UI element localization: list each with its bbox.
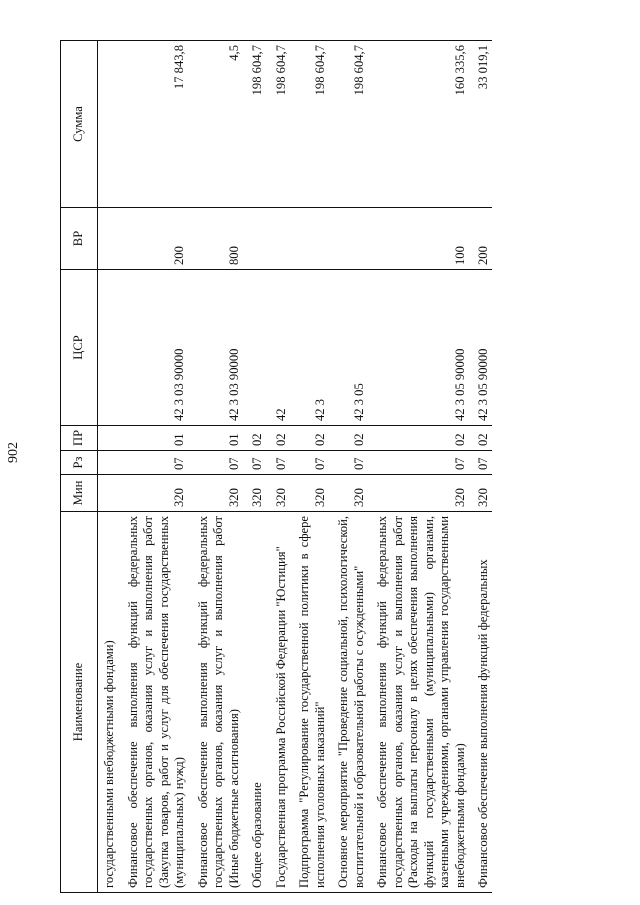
row-min: 320 [270,475,294,512]
table-row [270,41,294,893]
row-pr: 01 [122,426,192,451]
row-name: Финансовое обеспечение выполнения функций федеральных государственных органов, оказания услуг и выполнения работ (Иные бюджетные ассигнования) [192,512,247,893]
row-rz: 07 [371,451,472,475]
row-vr [246,208,270,270]
budget-table [60,40,492,893]
row-vr [98,208,122,270]
table-row [98,41,122,893]
row-vr: 200 [472,208,492,270]
row-min: 320 [192,475,247,512]
row-vr: 100 [371,208,472,270]
row-min: 320 [293,475,332,512]
row-vr: 200 [122,208,192,270]
row-sum: 4,5 [192,41,247,208]
row-rz: 07 [472,451,492,475]
row-csr: 42 [270,270,294,426]
row-sum: 160 335,6 [371,41,472,208]
row-name: Финансовое обеспечение выполнения функций федеральных [472,512,492,893]
col-header-rz: Рз [61,451,98,475]
row-name: государственными внебюджетными фондами) [98,512,122,893]
row-sum: 17 843,8 [122,41,192,208]
row-csr: 42 3 [293,270,332,426]
row-csr [246,270,270,426]
row-name: Государственная программа Российской Федерации "Юстиция" [270,512,294,893]
table-row [371,41,472,893]
row-pr [98,426,122,451]
row-min: 320 [122,475,192,512]
table-header-row [61,41,98,893]
col-header-sum: Сумма [61,41,98,208]
row-csr: 42 3 05 90000 [371,270,472,426]
row-min: 320 [371,475,472,512]
row-rz [98,451,122,475]
row-rz: 07 [293,451,332,475]
table-row [246,41,270,893]
row-pr: 02 [472,426,492,451]
col-header-pr: ПР [61,426,98,451]
table-row [122,41,192,893]
row-name: Подпрограмма "Регулирование государственной политики в сфере исполнения уголовных наказаний" [293,512,332,893]
col-header-csr: ЦСР [61,270,98,426]
row-name: Финансовое обеспечение выполнения функций федеральных государственных органов, оказания услуг и выполнения работ (Закупка товаров, работ и услуг для обеспечения государственных (муниципальных) нужд) [122,512,192,893]
row-rz: 07 [246,451,270,475]
row-sum: 33 019,1 [472,41,492,208]
row-min: 320 [246,475,270,512]
row-pr: 02 [371,426,472,451]
row-csr: 42 3 05 [332,270,371,426]
row-name: Общее образование [246,512,270,893]
row-pr: 02 [270,426,294,451]
row-csr: 42 3 03 90000 [192,270,247,426]
col-header-vr: ВР [61,208,98,270]
col-header-min: Мин [61,475,98,512]
row-sum [98,41,122,208]
col-header-name: Наименование [61,512,98,893]
row-pr: 01 [192,426,247,451]
row-csr: 42 3 03 90000 [122,270,192,426]
row-sum: 198 604,7 [293,41,332,208]
row-min [98,475,122,512]
row-min: 320 [332,475,371,512]
table-row [472,41,492,893]
row-csr: 42 3 05 90000 [472,270,492,426]
row-rz: 07 [332,451,371,475]
row-sum: 198 604,7 [246,41,270,208]
row-name: Финансовое обеспечение выполнения функций федеральных государственных органов, оказания услуг и выполнения работ (Расходы на выплаты персоналу в целях обеспечения выполнения функций государственными (муниципальными) органами, казенными учреждениями, органами управления государственными внебюджетными фондами) [371,512,472,893]
row-pr: 02 [332,426,371,451]
row-sum: 198 604,7 [270,41,294,208]
table-row [293,41,332,893]
row-sum: 198 604,7 [332,41,371,208]
row-vr [332,208,371,270]
row-rz: 07 [192,451,247,475]
row-min: 320 [472,475,492,512]
table-row [332,41,371,893]
row-vr: 800 [192,208,247,270]
row-name: Основное мероприятие "Проведение социальной, психологической, воспитательной и образовательной работы с осужденными" [332,512,371,893]
row-csr [98,270,122,426]
row-pr: 02 [293,426,332,451]
row-rz: 07 [122,451,192,475]
table-row [192,41,247,893]
page-number: 902 [6,442,21,463]
row-pr: 02 [246,426,270,451]
row-vr [270,208,294,270]
row-rz: 07 [270,451,294,475]
row-vr [293,208,332,270]
